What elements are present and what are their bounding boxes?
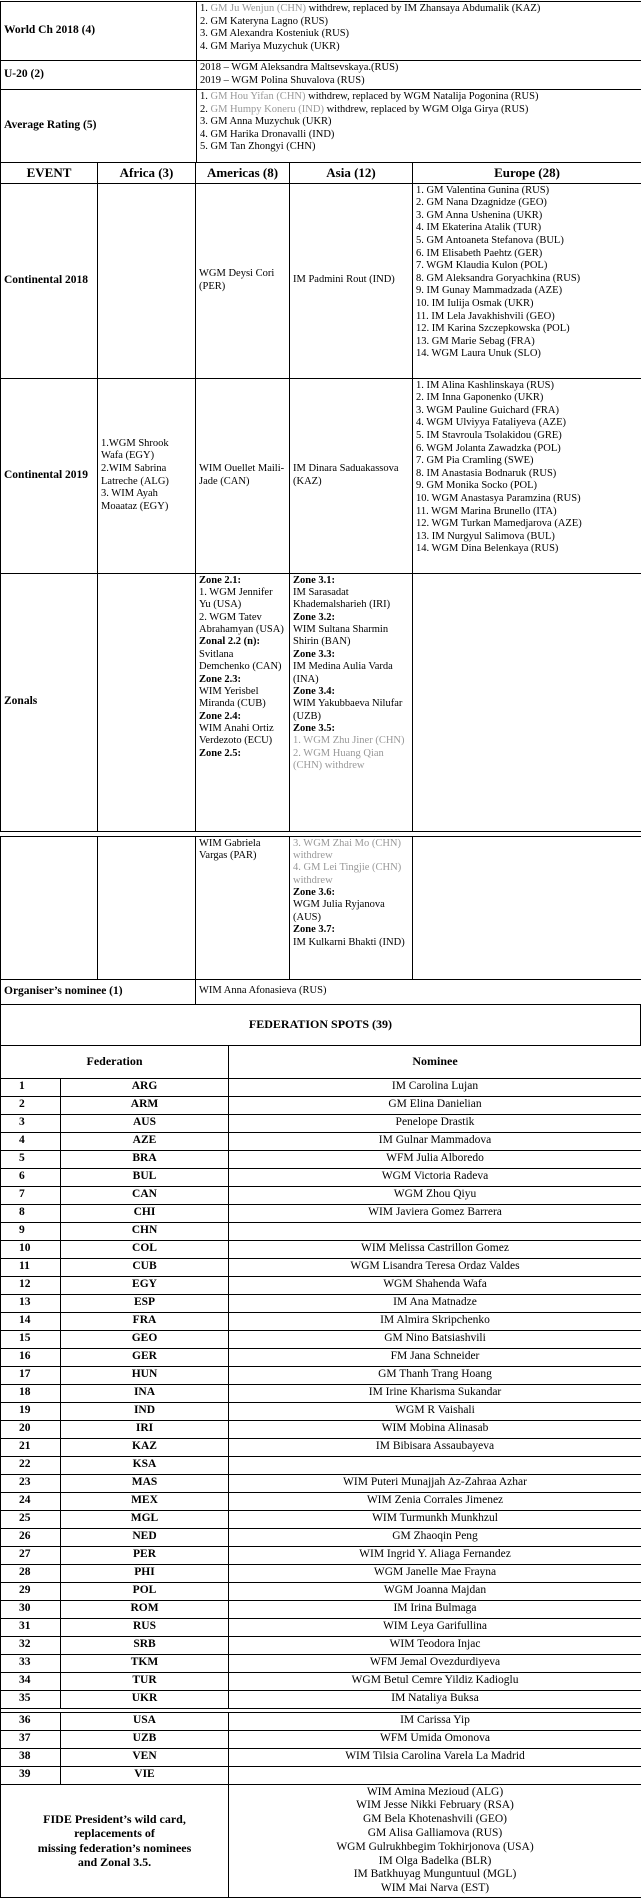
zone-label: Zone 2.5:	[199, 748, 286, 760]
zonals-asia	[290, 573, 413, 831]
federation-nominee: IM Gulnar Mammadova	[229, 1132, 641, 1150]
u20-row	[1, 61, 641, 90]
federation-code: CUB	[61, 1258, 229, 1276]
continental-2018-africa	[98, 183, 196, 378]
zone-player: 3. WGM Zhai Mo (CHN) withdrew	[293, 838, 409, 863]
federation-code: AUS	[61, 1114, 229, 1132]
world-ch-item: 4. GM Mariya Muzychuk (UKR)	[200, 41, 638, 54]
federation-code: AZE	[61, 1132, 229, 1150]
federation-code: IRI	[61, 1420, 229, 1438]
zone-label: Zone 3.4:	[293, 686, 409, 698]
zone-player: 2. WGM Tatev Abrahamyan (USA)	[199, 612, 286, 637]
europe-2019-item: 3. WGM Pauline Guichard (FRA)	[416, 405, 638, 418]
header-asia: Asia (12)	[290, 163, 413, 184]
federation-row	[1, 1222, 641, 1240]
federation-row	[1, 1078, 641, 1096]
federation-code: VEN	[61, 1748, 229, 1766]
federation-row	[1, 1366, 641, 1384]
federation-nominee: WFM Julia Alboredo	[229, 1150, 641, 1168]
wildcard-item: IM Olga Badelka (BLR)	[232, 1855, 638, 1869]
continental-2018-americas: WGM Deysi Cori (PER)	[196, 183, 290, 378]
europe-2018-item: 7. WGM Klaudia Kulon (POL)	[416, 260, 638, 273]
europe-2018-item: 5. GM Antoaneta Stefanova (BUL)	[416, 235, 638, 248]
qualification-table	[0, 1, 641, 163]
europe-2018-item: 9. IM Gunay Mammadzada (AZE)	[416, 285, 638, 298]
federation-nominee: WIM Mobina Alinasab	[229, 1420, 641, 1438]
federation-nominee: WFM Umida Omonova	[229, 1730, 641, 1748]
federation-code: FRA	[61, 1312, 229, 1330]
withdrawn-player: GM Humpy Koneru (IND)	[211, 104, 324, 115]
federation-number: 19	[1, 1402, 61, 1420]
europe-2018-item: 14. WGM Laura Unuk (SLO)	[416, 348, 638, 361]
wildcard-list	[229, 1784, 641, 1897]
federation-code: CHN	[61, 1222, 229, 1240]
zone-player: IM Medina Aulia Varda (INA)	[293, 661, 409, 686]
zone-label: Zone 3.2:	[293, 612, 409, 624]
europe-2018-item: 12. IM Karina Szczepkowska (POL)	[416, 323, 638, 336]
header-row	[1, 163, 641, 184]
federation-row	[1, 1312, 641, 1330]
federation-code: MEX	[61, 1492, 229, 1510]
federation-code: USA	[61, 1712, 229, 1730]
zone-player: 1. WGM Zhu Jiner (CHN)	[293, 735, 409, 747]
federation-row	[1, 1348, 641, 1366]
europe-2018-item: 3. GM Anna Ushenina (UKR)	[416, 210, 638, 223]
wildcard-item: GM Alisa Galliamova (RUS)	[232, 1827, 638, 1841]
federation-code: SRB	[61, 1636, 229, 1654]
federation-code: COL	[61, 1240, 229, 1258]
header-europe: Europe (28)	[413, 163, 641, 184]
federation-code: INA	[61, 1384, 229, 1402]
organiser-value: WIM Anna Afonasieva (RUS)	[196, 979, 641, 1004]
federation-nominee: IM Irine Kharisma Sukandar	[229, 1384, 641, 1402]
zone-label: Zone 3.5:	[293, 723, 409, 735]
federation-number: 12	[1, 1276, 61, 1294]
zonals-continued-americas: WIM Gabriela Vargas (PAR)	[196, 836, 290, 979]
avg-rating-row	[1, 90, 641, 163]
europe-2018-item: 10. IM Iulija Osmak (UKR)	[416, 298, 638, 311]
federation-code: RUS	[61, 1618, 229, 1636]
avg-rating-item: 3. GM Anna Muzychuk (UKR)	[200, 116, 638, 129]
federation-number: 15	[1, 1330, 61, 1348]
federation-code: EGY	[61, 1276, 229, 1294]
federation-row	[1, 1438, 641, 1456]
federation-row	[1, 1402, 641, 1420]
europe-2019-item: 8. IM Anastasia Bodnaruk (RUS)	[416, 468, 638, 481]
federation-row	[1, 1546, 641, 1564]
continental-2018-asia: IM Padmini Rout (IND)	[290, 183, 413, 378]
federation-code: UZB	[61, 1730, 229, 1748]
federation-row	[1, 1132, 641, 1150]
federation-nominee: WFM Jemal Ovezdurdiyeva	[229, 1654, 641, 1672]
federation-number: 32	[1, 1636, 61, 1654]
federation-number: 25	[1, 1510, 61, 1528]
federation-row	[1, 1330, 641, 1348]
federation-row	[1, 1690, 641, 1708]
world-ch-item: 1. GM Ju Wenjun (CHN) withdrew, replaced by IM Zhansaya Abdumalik (KAZ)	[200, 3, 638, 16]
federation-nominee: WGM Lisandra Teresa Ordaz Valdes	[229, 1258, 641, 1276]
federation-row	[1, 1582, 641, 1600]
europe-2019-item: 9. GM Monika Socko (POL)	[416, 480, 638, 493]
zonals-continued-table	[0, 836, 641, 980]
federation-number: 22	[1, 1456, 61, 1474]
continental-2019-row	[1, 378, 641, 573]
federation-nominee: GM Nino Batsiashvili	[229, 1330, 641, 1348]
africa-2019-item: 2.WIM Sabrina Latreche (ALG)	[101, 463, 192, 488]
federation-number: 2	[1, 1096, 61, 1114]
africa-2019-item: 1.WGM Shrook Wafa (EGY)	[101, 438, 192, 463]
federation-number: 18	[1, 1384, 61, 1402]
zonals-continued-africa	[98, 836, 196, 979]
wildcard-table	[0, 1784, 641, 1898]
federation-spots-title	[0, 1004, 641, 1046]
zonals-row	[1, 573, 641, 831]
federation-number: 24	[1, 1492, 61, 1510]
europe-2018-item: 11. IM Lela Javakhishvili (GEO)	[416, 311, 638, 324]
federation-nominee: IM Irina Bulmaga	[229, 1600, 641, 1618]
federation-row	[1, 1492, 641, 1510]
federation-row	[1, 1712, 641, 1730]
continental-2019-label: Continental 2019	[1, 378, 98, 573]
zone-label: Zone 3.7:	[293, 924, 409, 936]
federation-number: 13	[1, 1294, 61, 1312]
federation-number: 10	[1, 1240, 61, 1258]
federation-number: 3	[1, 1114, 61, 1132]
europe-2018-item: 4. IM Ekaterina Atalik (TUR)	[416, 222, 638, 235]
federation-nominee: WGM Victoria Radeva	[229, 1168, 641, 1186]
federation-nominee: IM Nataliya Buksa	[229, 1690, 641, 1708]
europe-2018-item: 6. IM Elisabeth Paehtz (GER)	[416, 248, 638, 261]
zonals-continued-row	[1, 836, 641, 979]
zone-player: WIM Yakubbaeva Nilufar (UZB)	[293, 698, 409, 723]
federation-number: 21	[1, 1438, 61, 1456]
continental-2019-africa	[98, 378, 196, 573]
federation-spots-heading: FEDERATION SPOTS (39)	[1, 1004, 641, 1045]
federation-number: 38	[1, 1748, 61, 1766]
federation-row	[1, 1150, 641, 1168]
avg-rating-item: 1. GM Hou Yifan (CHN) withdrew, replaced by WGM Natalija Pogonina (RUS)	[200, 91, 638, 104]
europe-2018-item: 13. GM Marie Sebag (FRA)	[416, 336, 638, 349]
zone-player: WIM Anahi Ortiz Verdezoto (ECU)	[199, 723, 286, 748]
zone-player: 2. WGM Huang Qian (CHN) withdrew	[293, 748, 409, 773]
federation-number: 23	[1, 1474, 61, 1492]
federation-code: KAZ	[61, 1438, 229, 1456]
federation-nominee: WIM Tilsia Carolina Varela La Madrid	[229, 1748, 641, 1766]
zone-player: WIM Sultana Sharmin Shirin (BAN)	[293, 624, 409, 649]
wildcard-item: WGM Gulrukhbegim Tokhirjonova (USA)	[232, 1841, 638, 1855]
withdrawn-player: GM Ju Wenjun (CHN)	[211, 3, 307, 14]
zone-label: Zone 2.3:	[199, 674, 286, 686]
federation-number: 35	[1, 1690, 61, 1708]
federation-row	[1, 1618, 641, 1636]
federation-column-header: Federation	[1, 1045, 229, 1078]
federation-nominee: GM Zhaoqin Peng	[229, 1528, 641, 1546]
federation-code: IND	[61, 1402, 229, 1420]
zonals-continued-event	[1, 836, 98, 979]
zonals-continued-europe	[413, 836, 641, 979]
federation-code: KSA	[61, 1456, 229, 1474]
federation-number: 4	[1, 1132, 61, 1150]
federation-table	[0, 1045, 641, 1785]
world-ch-label: World Ch 2018 (4)	[1, 2, 197, 61]
federation-number: 33	[1, 1654, 61, 1672]
federation-row	[1, 1600, 641, 1618]
avg-rating-item: 2. GM Humpy Koneru (IND) withdrew, replaced by WGM Olga Girya (RUS)	[200, 104, 638, 117]
europe-2019-item: 12. WGM Turkan Mamedjarova (AZE)	[416, 518, 638, 531]
federation-row	[1, 1114, 641, 1132]
continental-2018-europe	[413, 183, 641, 378]
federation-row	[1, 1276, 641, 1294]
u20-item: 2019 – WGM Polina Shuvalova (RUS)	[200, 75, 638, 88]
federation-number: 9	[1, 1222, 61, 1240]
federation-number: 39	[1, 1766, 61, 1784]
federation-code: ROM	[61, 1600, 229, 1618]
zonals-americas	[196, 573, 290, 831]
zone-label: Zone 2.4:	[199, 711, 286, 723]
federation-code: BUL	[61, 1168, 229, 1186]
federation-row	[1, 1528, 641, 1546]
federation-row	[1, 1766, 641, 1784]
federation-row	[1, 1168, 641, 1186]
federation-row	[1, 1240, 641, 1258]
federation-row	[1, 1636, 641, 1654]
avg-rating-label: Average Rating (5)	[1, 90, 197, 163]
europe-2019-item: 7. GM Pia Cramling (SWE)	[416, 455, 638, 468]
federation-number: 34	[1, 1672, 61, 1690]
federation-nominee: IM Bibisara Assaubayeva	[229, 1438, 641, 1456]
federation-row	[1, 1456, 641, 1474]
federation-code: PER	[61, 1546, 229, 1564]
federation-code: GER	[61, 1348, 229, 1366]
avg-rating-list	[197, 90, 641, 163]
federation-nominee: WGM Zhou Qiyu	[229, 1186, 641, 1204]
federation-code: UKR	[61, 1690, 229, 1708]
wildcard-item: WIM Amina Mezioud (ALG)	[232, 1786, 638, 1800]
zone-player: IM Kulkarni Bhakti (IND)	[293, 937, 409, 949]
africa-2019-item: 3. WIM Ayah Moaataz (EGY)	[101, 488, 192, 513]
continental-2018-label: Continental 2018	[1, 183, 98, 378]
federation-row	[1, 1654, 641, 1672]
europe-2018-item: 2. GM Nana Dzagnidze (GEO)	[416, 197, 638, 210]
avg-rating-item: 4. GM Harika Dronavalli (IND)	[200, 129, 638, 142]
continent-table	[0, 162, 641, 832]
federation-nominee: WIM Ingrid Y. Aliaga Fernandez	[229, 1546, 641, 1564]
zone-label: Zone 3.6:	[293, 887, 409, 899]
federation-row	[1, 1186, 641, 1204]
federation-number: 16	[1, 1348, 61, 1366]
federation-number: 8	[1, 1204, 61, 1222]
withdrawn-player: GM Hou Yifan (CHN)	[211, 91, 306, 102]
federation-nominee: IM Carolina Lujan	[229, 1078, 641, 1096]
federation-code: TKM	[61, 1654, 229, 1672]
federation-nominee: WIM Javiera Gomez Barrera	[229, 1204, 641, 1222]
federation-row	[1, 1204, 641, 1222]
europe-2019-item: 6. WGM Jolanta Zawadzka (POL)	[416, 443, 638, 456]
federation-code: MAS	[61, 1474, 229, 1492]
federation-number: 28	[1, 1564, 61, 1582]
federation-number: 29	[1, 1582, 61, 1600]
federation-number: 20	[1, 1420, 61, 1438]
europe-2018-item: 1. GM Valentina Gunina (RUS)	[416, 185, 638, 198]
federation-nominee	[229, 1222, 641, 1240]
zone-player: IM Sarasadat Khademalsharieh (IRI)	[293, 587, 409, 612]
organiser-table	[0, 979, 641, 1005]
federation-number: 5	[1, 1150, 61, 1168]
federation-nominee: WGM Betul Cemre Yildiz Kadioglu	[229, 1672, 641, 1690]
wildcard-label-line: missing federation’s nominees	[4, 1841, 225, 1855]
federation-nominee: FM Jana Schneider	[229, 1348, 641, 1366]
wildcard-row	[1, 1784, 641, 1897]
federation-number: 1	[1, 1078, 61, 1096]
zonals-continued-asia	[290, 836, 413, 979]
header-event: EVENT	[1, 163, 98, 184]
u20-list	[197, 61, 641, 90]
continental-2019-europe	[413, 378, 641, 573]
federation-code: CHI	[61, 1204, 229, 1222]
federation-number: 14	[1, 1312, 61, 1330]
federation-number: 11	[1, 1258, 61, 1276]
federation-header-row	[1, 1045, 641, 1078]
nominee-column-header: Nominee	[229, 1045, 641, 1078]
zone-player: WIM Yerisbel Miranda (CUB)	[199, 686, 286, 711]
europe-2019-item: 13. IM Nurgyul Salimova (BUL)	[416, 531, 638, 544]
zonals-label: Zonals	[1, 573, 98, 831]
federation-nominee: WIM Zenia Corrales Jimenez	[229, 1492, 641, 1510]
federation-number: 31	[1, 1618, 61, 1636]
federation-code: ARM	[61, 1096, 229, 1114]
federation-row	[1, 1672, 641, 1690]
organiser-row	[1, 979, 641, 1004]
federation-number: 26	[1, 1528, 61, 1546]
federation-code: GEO	[61, 1330, 229, 1348]
federation-number: 36	[1, 1712, 61, 1730]
federation-code: MGL	[61, 1510, 229, 1528]
u20-item: 2018 – WGM Aleksandra Maltsevskaya.(RUS)	[200, 62, 638, 75]
europe-2019-item: 2. IM Inna Gaponenko (UKR)	[416, 392, 638, 405]
federation-row	[1, 1730, 641, 1748]
federation-nominee: WIM Puteri Munajjah Az-Zahraa Azhar	[229, 1474, 641, 1492]
federation-number: 37	[1, 1730, 61, 1748]
federation-number: 27	[1, 1546, 61, 1564]
world-ch-row	[1, 2, 641, 61]
federation-row	[1, 1420, 641, 1438]
europe-2019-item: 10. WGM Anastasya Paramzina (RUS)	[416, 493, 638, 506]
world-ch-item: 3. GM Alexandra Kosteniuk (RUS)	[200, 28, 638, 41]
federation-nominee: IM Almira Skripchenko	[229, 1312, 641, 1330]
world-ch-item: 2. GM Kateryna Lagno (RUS)	[200, 16, 638, 29]
federation-nominee: Penelope Drastik	[229, 1114, 641, 1132]
federation-code: TUR	[61, 1672, 229, 1690]
federation-code: HUN	[61, 1366, 229, 1384]
federation-code: ESP	[61, 1294, 229, 1312]
federation-code: PHI	[61, 1564, 229, 1582]
federation-number: 30	[1, 1600, 61, 1618]
wildcard-label	[1, 1784, 229, 1897]
federation-nominee: WGM Joanna Majdan	[229, 1582, 641, 1600]
federation-row	[1, 1564, 641, 1582]
federation-row	[1, 1384, 641, 1402]
header-africa: Africa (3)	[98, 163, 196, 184]
europe-2019-item: 14. WGM Dina Belenkaya (RUS)	[416, 543, 638, 556]
federation-nominee: WIM Leya Garifullina	[229, 1618, 641, 1636]
wildcard-label-line: and Zonal 3.5.	[4, 1855, 225, 1869]
zone-player: 4. GM Lei Tingjie (CHN) withdrew	[293, 862, 409, 887]
europe-2019-item: 5. IM Stavroula Tsolakidou (GRE)	[416, 430, 638, 443]
header-americas: Americas (8)	[196, 163, 290, 184]
federation-row	[1, 1474, 641, 1492]
continental-2019-americas: WIM Ouellet Maili-Jade (CAN)	[196, 378, 290, 573]
zone-label: Zone 3.3:	[293, 649, 409, 661]
federation-nominee: WIM Turmunkh Munkhzul	[229, 1510, 641, 1528]
federation-nominee: IM Ana Matnadze	[229, 1294, 641, 1312]
zone-player: WGM Julia Ryjanova (AUS)	[293, 899, 409, 924]
federation-nominee: IM Carissa Yip	[229, 1712, 641, 1730]
europe-2019-item: 11. WGM Marina Brunello (ITA)	[416, 506, 638, 519]
federation-row	[1, 1096, 641, 1114]
federation-nominee	[229, 1456, 641, 1474]
wildcard-item: WIM Mai Narva (EST)	[232, 1882, 638, 1896]
federation-nominee: GM Elina Danielian	[229, 1096, 641, 1114]
europe-2019-item: 1. IM Alina Kashlinskaya (RUS)	[416, 380, 638, 393]
zonals-africa	[98, 573, 196, 831]
federation-nominee: WIM Teodora Injac	[229, 1636, 641, 1654]
wildcard-item: IM Batkhuyag Munguntuul (MGL)	[232, 1868, 638, 1882]
zone-label: Zone 3.1:	[293, 575, 409, 587]
europe-2018-item: 8. GM Aleksandra Goryachkina (RUS)	[416, 273, 638, 286]
federation-nominee: WGM Janelle Mae Frayna	[229, 1564, 641, 1582]
zonals-europe	[413, 573, 641, 831]
federation-code: ARG	[61, 1078, 229, 1096]
federation-code: POL	[61, 1582, 229, 1600]
federation-code: CAN	[61, 1186, 229, 1204]
avg-rating-item: 5. GM Tan Zhongyi (CHN)	[200, 141, 638, 154]
zone-player: 1. WGM Jennifer Yu (USA)	[199, 587, 286, 612]
federation-code: VIE	[61, 1766, 229, 1784]
federation-row	[1, 1294, 641, 1312]
europe-2019-item: 4. WGM Ulviyya Fataliyeva (AZE)	[416, 417, 638, 430]
u20-label: U-20 (2)	[1, 61, 197, 90]
federation-code: BRA	[61, 1150, 229, 1168]
continental-2019-asia: IM Dinara Saduakassova (KAZ)	[290, 378, 413, 573]
wildcard-item: WIM Jesse Nikki February (RSA)	[232, 1799, 638, 1813]
federation-row	[1, 1258, 641, 1276]
federation-nominee	[229, 1766, 641, 1784]
federation-nominee: WGM R Vaishali	[229, 1402, 641, 1420]
organiser-label: Organiser’s nominee (1)	[1, 979, 196, 1004]
federation-row	[1, 1510, 641, 1528]
wildcard-label-line: replacements of	[4, 1826, 225, 1840]
wildcard-item: GM Bela Khotenashvili (GEO)	[232, 1813, 638, 1827]
federation-code: NED	[61, 1528, 229, 1546]
federation-number: 6	[1, 1168, 61, 1186]
zone-player: Svitlana Demchenko (CAN)	[199, 649, 286, 674]
zone-label: Zonal 2.2 (n):	[199, 636, 286, 648]
federation-number: 17	[1, 1366, 61, 1384]
federation-nominee: GM Thanh Trang Hoang	[229, 1366, 641, 1384]
federation-number: 7	[1, 1186, 61, 1204]
wildcard-label-line: FIDE President’s wild card,	[4, 1812, 225, 1826]
continental-2018-row	[1, 183, 641, 378]
federation-nominee: WIM Melissa Castrillon Gomez	[229, 1240, 641, 1258]
federation-nominee: WGM Shahenda Wafa	[229, 1276, 641, 1294]
zone-label: Zone 2.1:	[199, 575, 286, 587]
federation-row	[1, 1748, 641, 1766]
world-ch-list	[197, 2, 641, 61]
